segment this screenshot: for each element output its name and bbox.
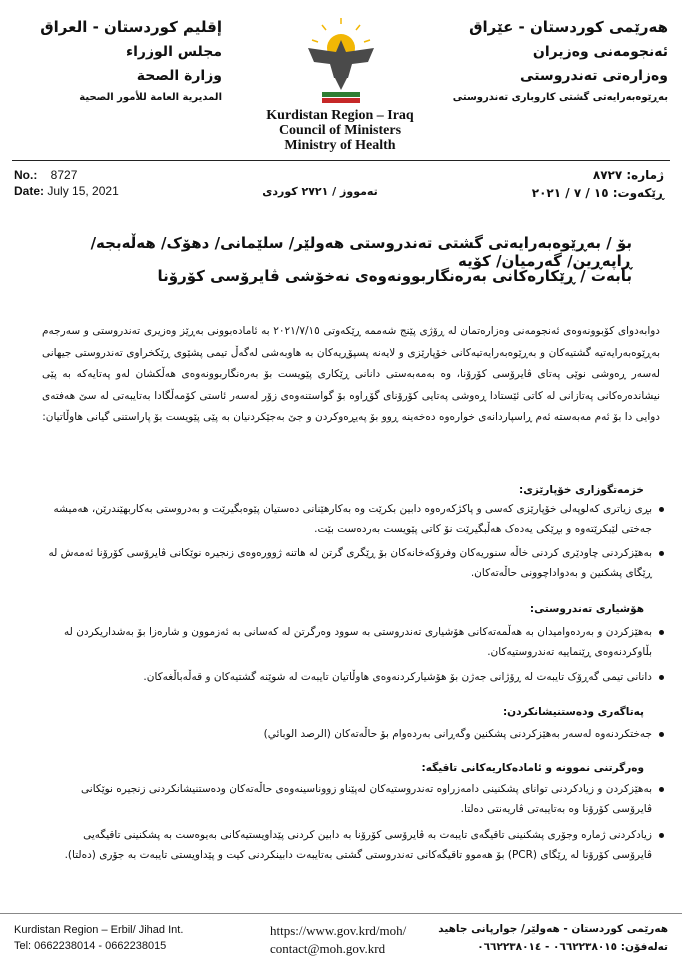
ku-number: ژمارە: ٨٧٢٧ bbox=[592, 168, 664, 182]
bullet-icon bbox=[659, 675, 664, 680]
bullet-icon bbox=[659, 833, 664, 838]
kurdish-council: ئەنجومەنی وەزیران bbox=[532, 44, 668, 60]
english-region: Kurdistan Region – Iraq bbox=[266, 108, 414, 123]
section-heading: پەتاگەری ودەستنیشانکردن: bbox=[502, 706, 644, 718]
footer-ku-phone: تەلەفۆن: ٠٦٦٢٢٣٨٠١٥ - ٠٦٦٢٢٣٨٠١٤ bbox=[477, 941, 668, 953]
document-meta-ku bbox=[464, 166, 664, 202]
list-item bbox=[42, 623, 652, 662]
intro-paragraph: دوابەدوای کۆبوونەوەی ئەنجومەنی وەزارەتمان لە ڕۆژی پێنج شەممە ڕێکەوتی ٢٠٢١/٧/١٥ بە ئامادەبوونی بەڕێز وەزیری تەندروستی و سەرجەم بەڕێوەبەرایەتیە گشتیەکان و بەڕێوەبەرایەتیەکانی خۆپارێزی و لایەنە پسپۆڕیەکان بە هاوبەشی لەگەڵ تیمی پشێوی ڕێکخراوی تەندروستی جیهانی لەسەر ڕەوشی نوێی پەتای ڤایرۆسی کۆرۆنا، وە بەمەبەستی دانانی ڕێکاری پێویست بۆ بەرەنگاربوونەوەی هەڵکشان لەو پەتایەکە بە پێی نیشاندەرەکانی پەتازانی لە کاتی ئێستادا ڕەوشی پەتایی کۆرۆنای گۆڕاوە بۆ گواستنەوەی زۆر لەسەر ئاستی کۆمەڵگادا بەتایبەتی لە سێ هەفتەی دوایی دا بۆ ئەم مەبەستە ئەم ڕاسپاردانەی خوارەوە دەخەینە ڕوو بۆ پەیڕەوکردن و جێ بەجێکردنیان بە پێی پێویست بۆ پاراستنی گیانی هاوڵاتیان: bbox=[42, 325, 660, 423]
kurdish-header bbox=[438, 14, 668, 108]
kurdish-directorate: بەڕێوەبەرایەتی گشتی کاروباری تەندروستی bbox=[452, 92, 668, 103]
list-item-text: زیادکردنی ژمارە وجۆری پشکنینی تاقیگەی تایبەت بە ڤایرۆسی کۆرۆنا بە دابین کردنی پێداویستیەکانی بەیوەست بە پشکنینی تاقیگەیی ڤایرۆسی کۆرۆنا لە ڕێگای (PCR) بۆ هەموو تاقیگەکانی تەندروستی گشتی بەتایبەت دابینکردنی کیت و پێداویستی تایبەت بە جۆری (دەلتا). bbox=[64, 829, 652, 861]
section-heading: خزمەتگوزاری خۆپارێزی: bbox=[519, 484, 644, 496]
bullet-icon bbox=[659, 630, 664, 635]
footer-ku-address-line: هەرێمی کوردستان - هەولێر/ جوارپانی جاهید bbox=[438, 923, 668, 935]
section-heading: هۆشیاری تەندروستی: bbox=[529, 603, 644, 615]
arabic-header bbox=[22, 14, 222, 108]
list-item bbox=[42, 780, 652, 819]
list-item-text: بەهێزکردن و زیادکردنی توانای پشکنینی دامەزراوە تەندروستیەکان لەپێناو زووناسینەوەی حاڵەتەکان ودەستنیشانکردنی زنجیرە نوێکانی ڤایرۆسی کۆرۆنا وە بەتایبەتی ڤاریەنتی دەلتا. bbox=[81, 783, 652, 815]
kurdish-ministry: وەزارەتی تەندروستی bbox=[520, 68, 668, 84]
english-ministry: Ministry of Health bbox=[284, 138, 396, 153]
subject-line: بابەت / ڕێکارەکانی بەرەنگاربوونەوەی نەخۆشی ڤایرۆسی کۆرۆنا bbox=[157, 267, 632, 285]
footer-phone: Tel: 0662238014 - 0662238015 bbox=[14, 940, 167, 952]
bullet-icon bbox=[659, 732, 664, 737]
list-item-text: بەهێزکردن و بەردەوامیدان بە هەڵمەتەکانی هۆشیاری تەندروستی بە سوود وەرگرتن لە کەسانی بە ئەزموون و شارەزا بۆ بەشداریکردن لە بڵاوکردنەوەی ڕێنماییە تەندروستیەکان. bbox=[64, 626, 652, 658]
arabic-council: مجلس الوزراء bbox=[125, 44, 222, 60]
list-item-text: بەهێزکردنی چاودێری کردنی خاڵە سنوریەکان وفرۆکەخانەکان بۆ ڕێگری گرتن لە هاتنە ژوورەوەی زنجیرە نوێکانی ڤایرۆسی کۆرۆنا ئەمەش لە ڕێگای پشکنین و بەدواداچوونی حاڵەتەکان. bbox=[48, 547, 652, 579]
arabic-ministry: وزارة الصحة bbox=[136, 68, 222, 84]
list-item bbox=[42, 668, 652, 688]
section-heading: وەرگرتنی نموونە و ئامادەکاریەکانی تاقیگە: bbox=[421, 762, 644, 774]
bullet-icon bbox=[659, 551, 664, 556]
kurdish-calendar-date: تەمووز / ٢٧٢١ کوردی bbox=[262, 185, 378, 198]
footer-website-link[interactable]: https://www.gov.krd/moh/ bbox=[270, 923, 407, 938]
footer-contact bbox=[270, 922, 406, 958]
bullet-icon bbox=[659, 787, 664, 792]
footer-divider bbox=[0, 913, 682, 914]
footer-address-ku bbox=[428, 920, 668, 956]
list-item-text: بڕی زیاتری کەلوپەلی خۆپارێزی کەسی و پاکژکەرەوە دابین بکرێت وە بەکارهێنانی دەستیان پێوەبگیرێت و بەدروستی بەکاربهێندرێن، هەمیشە جەختی لێبکرێتەوە و بڕێکی یەدەک هەڵبگیرێت نۆ کاتی پێویست بەردەست بێت. bbox=[53, 503, 652, 535]
footer-address-line: Kurdistan Region – Erbil/ Jihad Int. bbox=[14, 924, 184, 936]
list-item bbox=[42, 500, 652, 539]
kurdish-region: هەرێمی کوردستان - عێراق bbox=[469, 18, 668, 36]
kurdistan-emblem-icon bbox=[300, 18, 382, 108]
list-item-text: دانانی تیمی گەڕۆک تایبەت لە ڕۆژانی جەژن بۆ هۆشیارکردنەوەی هاوڵاتیان تایبەت لە شوێنە گشتیەکان و قەڵەباڵغەکان. bbox=[143, 671, 652, 683]
footer-email-link[interactable]: contact@moh.gov.krd bbox=[270, 941, 386, 956]
number-value: 8727 bbox=[50, 168, 78, 182]
ku-date: ڕێکەوت: ١٥ / ٧ / ٢٠٢١ bbox=[531, 186, 664, 200]
arabic-region: إقليم كوردستان - العراق bbox=[40, 18, 222, 36]
english-header bbox=[245, 108, 435, 153]
document-meta-en bbox=[14, 167, 119, 199]
date-label: Date: bbox=[14, 184, 45, 198]
number-label: No.: bbox=[14, 168, 38, 182]
recipients-line: بۆ / بەڕێوەبەرایەتی گشتی تەندروستی هەولێر/ سلێمانی/ دهۆک/ هەڵەبجە/ ڕاپەڕین/ گەرمیان/ کۆیە bbox=[90, 234, 632, 270]
list-item-text: جەختکردنەوە لەسەر بەهێزکردنی پشکنین وگەڕانی بەردەوام بۆ حاڵەتەکان (الرصد الوبائي) bbox=[263, 728, 652, 740]
list-item bbox=[42, 725, 652, 745]
footer-address-en bbox=[14, 922, 183, 954]
header-divider bbox=[12, 160, 670, 161]
list-item bbox=[42, 544, 652, 583]
date-value: July 15, 2021 bbox=[47, 184, 119, 198]
english-council: Council of Ministers bbox=[278, 123, 402, 138]
arabic-directorate: المديرية العامة للأمور الصحية bbox=[79, 92, 222, 103]
list-item bbox=[42, 826, 652, 865]
bullet-icon bbox=[659, 507, 664, 512]
